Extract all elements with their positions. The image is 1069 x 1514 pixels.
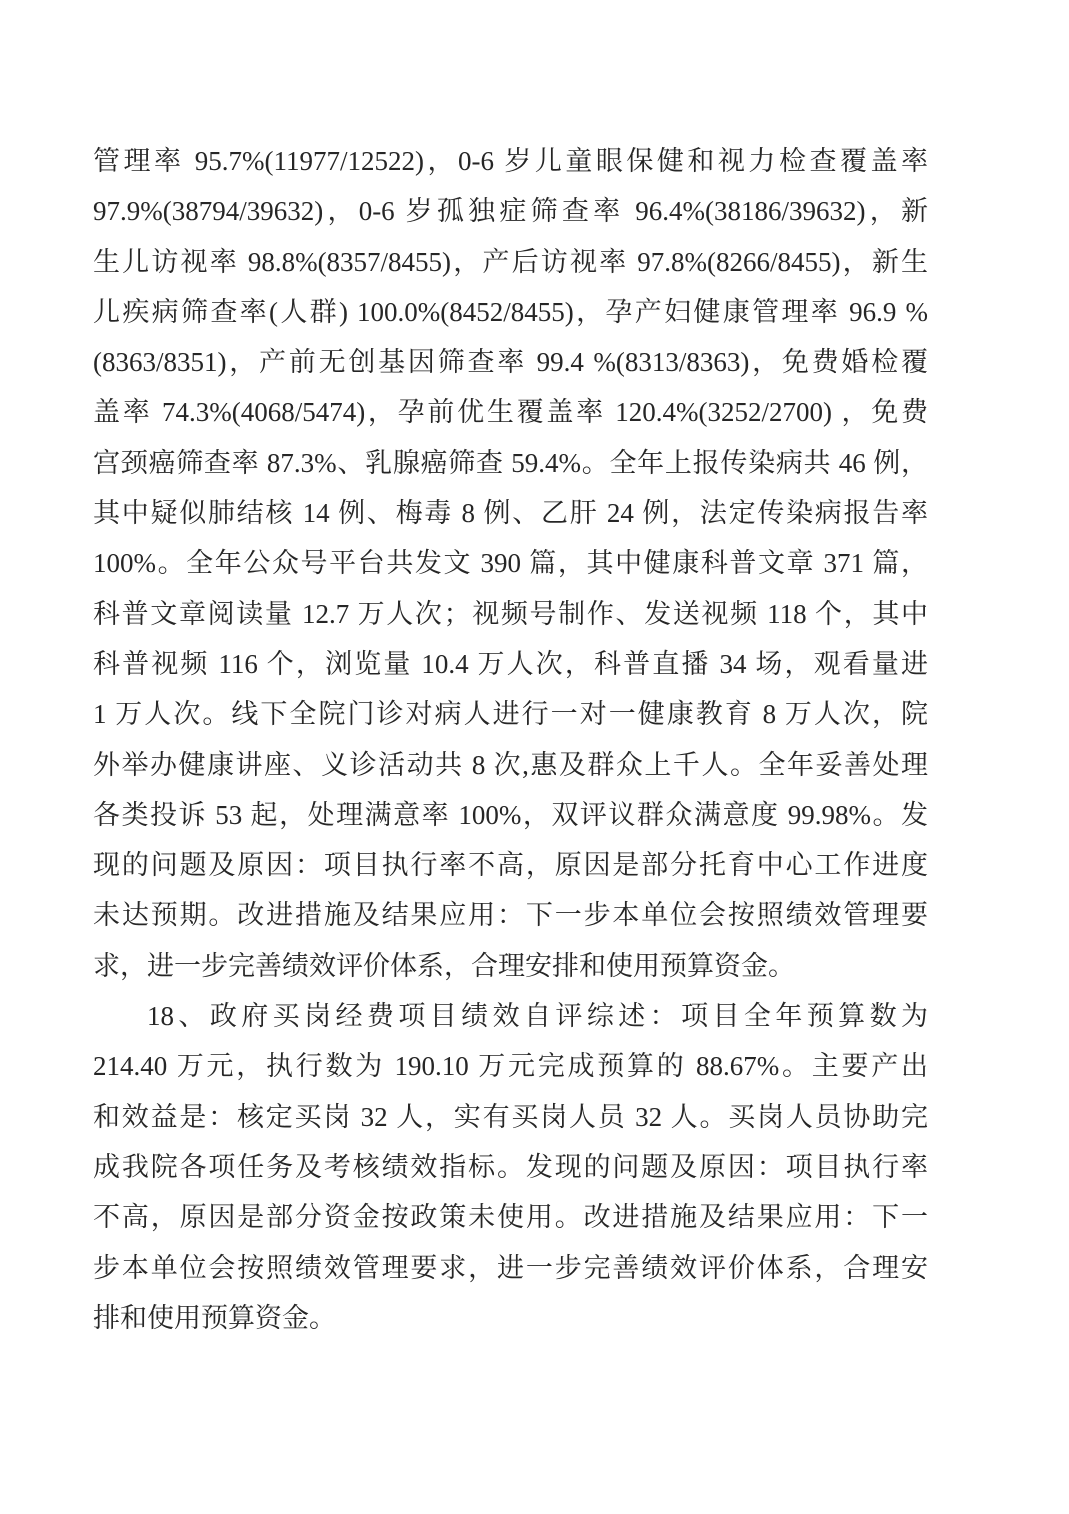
text-line: 未达预期。改进措施及结果应用：下一步本单位会按照绩效管理要 xyxy=(93,900,928,931)
text-line: 和效益是：核定买岗 32 人，实有买岗人员 32 人。买岗人员协助完 xyxy=(93,1101,928,1132)
text-line: 其中疑似肺结核 14 例、梅毒 8 例、乙肝 24 例，法定传染病报告率 xyxy=(93,498,928,529)
text-line: 儿疾病筛查率(人群) 100.0%(8452/8455)，孕产妇健康管理率 96.9 % xyxy=(93,296,928,327)
text-line: 外举办健康讲座、义诊活动共 8 次,惠及群众上千人。全年妥善处理 xyxy=(93,749,928,780)
text-line: 排和使用预算资金。 xyxy=(93,1302,336,1333)
text-line: 宫颈癌筛查率 87.3%、乳腺癌筛查 59.4%。全年上报传染病共 46 例， xyxy=(93,447,928,478)
text-line: 97.9%(38794/39632)，0-6 岁孤独症筛查率 96.4%(38186/39632)，新 xyxy=(93,196,928,227)
document-text xyxy=(93,136,928,1343)
text-line: 各类投诉 53 起，处理满意率 100%，双评议群众满意度 99.98%。发 xyxy=(93,799,928,830)
text-line: 科普文章阅读量 12.7 万人次；视频号制作、发送视频 118 个，其中 xyxy=(93,598,928,629)
paragraph xyxy=(93,991,928,1343)
text-line: 不高，原因是部分资金按政策未使用。改进措施及结果应用：下一 xyxy=(93,1202,928,1233)
text-line: 100%。全年公众号平台共发文 390 篇，其中健康科普文章 371 篇， xyxy=(93,548,928,579)
text-line: 生儿访视率 98.8%(8357/8455)，产后访视率 97.8%(8266/8455)，新生 xyxy=(93,246,928,277)
text-line: 管理率 95.7%(11977/12522)，0-6 岁儿童眼保健和视力检查覆盖率 xyxy=(93,146,928,176)
text-line: 盖率 74.3%(4068/5474)，孕前优生覆盖率 120.4%(3252/2700) ，免费 xyxy=(93,397,928,428)
text-line: 18、政府买岗经费项目绩效自评综述：项目全年预算数为 xyxy=(147,1001,928,1032)
text-line: 成我院各项任务及考核绩效指标。发现的问题及原因：项目执行率 xyxy=(93,1151,928,1182)
text-line: 214.40 万元，执行数为 190.10 万元完成预算的 88.67%。主要产出 xyxy=(93,1051,928,1082)
text-line: 求，进一步完善绩效评价体系，合理安排和使用预算资金。 xyxy=(93,950,795,981)
text-line: 步本单位会按照绩效管理要求，进一步完善绩效评价体系，合理安 xyxy=(93,1252,928,1283)
text-line: 1 万人次。线下全院门诊对病人进行一对一健康教育 8 万人次，院 xyxy=(93,699,928,730)
text-line: 科普视频 116 个，浏览量 10.4 万人次，科普直播 34 场，观看量进 xyxy=(93,648,928,679)
text-line: 现的问题及原因：项目执行率不高，原因是部分托育中心工作进度 xyxy=(93,850,928,881)
text-line: (8363/8351)，产前无创基因筛查率 99.4 %(8313/8363)，免费婚检覆 xyxy=(93,347,928,378)
paragraph xyxy=(93,136,928,991)
